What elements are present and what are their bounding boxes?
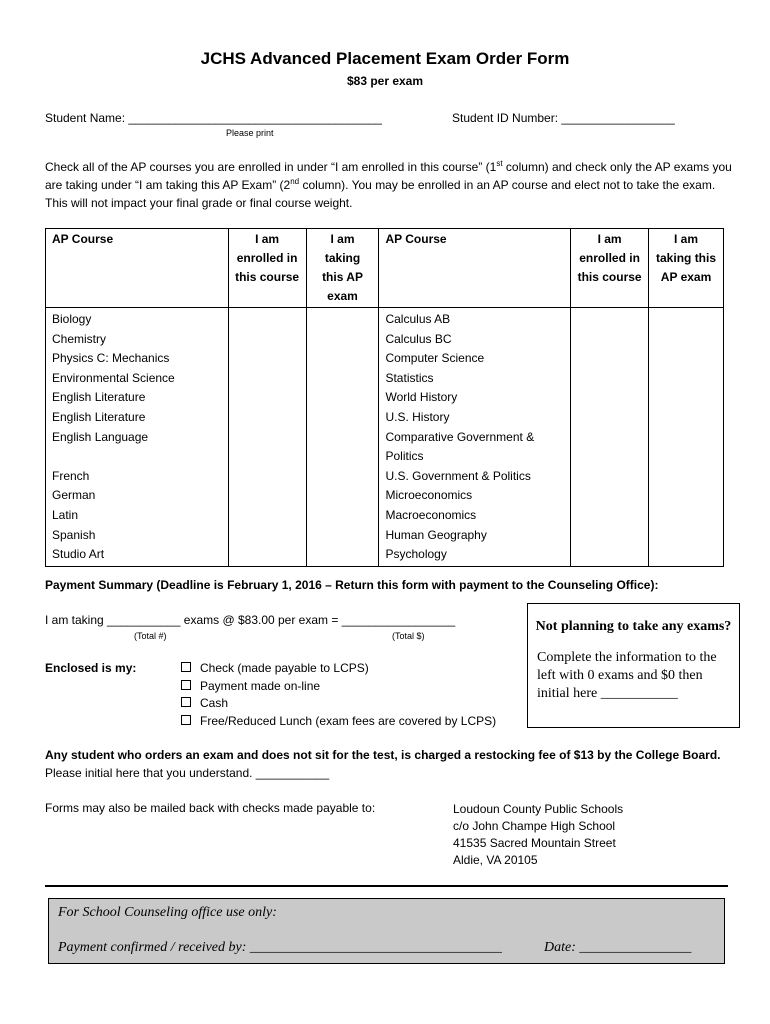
- ap-course-table: [45, 228, 724, 567]
- enrolled-cell-right[interactable]: [571, 545, 649, 566]
- total-count-hint: (Total #): [134, 631, 167, 641]
- student-id-field[interactable]: Student ID Number: _________________: [452, 111, 675, 125]
- table-row: [46, 349, 724, 369]
- section-divider: [45, 885, 728, 887]
- student-name-hint: Please print: [226, 128, 274, 138]
- payment-option-label: Free/Reduced Lunch (exam fees are covered by LCPS): [200, 713, 497, 728]
- enrolled-cell-left[interactable]: [228, 526, 306, 546]
- table-row: [46, 408, 724, 428]
- header-ap-course-right: AP Course: [379, 229, 571, 308]
- not-planning-body[interactable]: Complete the information to the left with 0 exams and $0 then initial here ___________: [537, 650, 717, 701]
- enrolled-cell-right[interactable]: [571, 467, 649, 487]
- address-line: 41535 Sacred Mountain Street: [453, 836, 616, 850]
- not-planning-heading: Not planning to take any exams?: [535, 619, 732, 634]
- enrolled-cell-left[interactable]: [228, 428, 306, 467]
- taking-cell-left[interactable]: [306, 467, 379, 487]
- course-name-left: Spanish: [46, 526, 229, 546]
- course-name-right: U.S. History: [379, 408, 571, 428]
- payment-option-label: Cash: [200, 696, 229, 710]
- course-name-right: Statistics: [379, 369, 571, 389]
- taking-cell-right[interactable]: [649, 526, 724, 546]
- course-name-left: English Literature: [46, 408, 229, 428]
- taking-cell-left[interactable]: [306, 506, 379, 526]
- taking-cell-left[interactable]: [306, 486, 379, 506]
- restocking-initial-field[interactable]: Please initial here that you understand. ___________: [45, 766, 330, 780]
- taking-cell-right[interactable]: [649, 349, 724, 369]
- payment-option-free-reduced[interactable]: [181, 713, 496, 731]
- table-row: [46, 308, 724, 330]
- address-line: Aldie, VA 20105: [453, 853, 538, 867]
- taking-cell-left[interactable]: [306, 526, 379, 546]
- payment-confirmed-field[interactable]: Payment confirmed / received by: ____________________________________: [58, 940, 502, 955]
- address-line: c/o John Champe High School: [453, 819, 616, 833]
- enrolled-cell-right[interactable]: [571, 428, 649, 467]
- taking-cell-left[interactable]: [306, 349, 379, 369]
- table-row: [46, 526, 724, 546]
- instructions-text-1: Check all of the AP courses you are enrolled in under “I am enrolled in this course” (1: [45, 160, 497, 174]
- header-enrolled-right: I am enrolled in this course: [571, 229, 649, 308]
- course-name-right: Human Geography: [379, 526, 571, 546]
- mail-instructions: Forms may also be mailed back with checks made payable to:: [45, 801, 376, 815]
- course-name-left: French: [46, 467, 229, 487]
- enrolled-cell-left[interactable]: [228, 506, 306, 526]
- instructions-sup-1: st: [496, 159, 503, 168]
- checkbox-icon[interactable]: [181, 662, 191, 672]
- not-planning-box: [527, 603, 740, 728]
- course-name-left: Latin: [46, 506, 229, 526]
- enrolled-cell-right[interactable]: [571, 408, 649, 428]
- table-header-row: [46, 229, 724, 308]
- table-row: [46, 330, 724, 350]
- payment-option-label: Check (made payable to LCPS): [200, 661, 369, 675]
- table-row: [46, 428, 724, 467]
- instructions-text-2: column) and check only the AP exams you are taking under “I am taking this AP Exam” (2: [45, 160, 732, 192]
- checkbox-icon[interactable]: [181, 715, 191, 725]
- table-row: [46, 467, 724, 487]
- header-ap-course-left: AP Course: [46, 229, 229, 308]
- course-name-left: Physics C: Mechanics: [46, 349, 229, 369]
- enrolled-cell-left[interactable]: [228, 308, 306, 330]
- address-line: Loudoun County Public Schools: [453, 802, 624, 816]
- table-row: [46, 545, 724, 566]
- office-date-field[interactable]: Date: ________________: [544, 940, 692, 955]
- taking-cell-left[interactable]: [306, 545, 379, 566]
- course-name-right: Psychology: [379, 545, 571, 566]
- header-taking-left: I am taking this AP exam: [306, 229, 379, 308]
- enrolled-cell-right[interactable]: [571, 526, 649, 546]
- course-name-right: Calculus BC: [379, 330, 571, 350]
- course-name-right: Comparative Government & Politics: [379, 428, 571, 467]
- enrolled-cell-right[interactable]: [571, 506, 649, 526]
- table-row: [46, 369, 724, 389]
- exam-count-total-line[interactable]: I am taking ___________ exams @ $83.00 per exam = _________________: [45, 613, 456, 627]
- taking-cell-left[interactable]: [306, 388, 379, 408]
- payment-option-label: Payment made on-line: [200, 678, 321, 693]
- payment-option-check[interactable]: [181, 660, 496, 678]
- course-name-right: U.S. Government & Politics: [379, 467, 571, 487]
- enrolled-cell-right[interactable]: [571, 330, 649, 350]
- course-name-right: Microeconomics: [379, 486, 571, 506]
- course-name-right: World History: [379, 388, 571, 408]
- taking-cell-left[interactable]: [306, 408, 379, 428]
- taking-cell-right[interactable]: [649, 408, 724, 428]
- payment-option-cash[interactable]: [181, 695, 496, 713]
- taking-cell-right[interactable]: [649, 506, 724, 526]
- course-name-left: English Literature: [46, 388, 229, 408]
- course-rows: [46, 308, 724, 567]
- restocking-warning: Any student who orders an exam and does not sit for the test, is charged a restocking fee of $13 by the College Board.: [45, 748, 721, 762]
- enrolled-cell-left[interactable]: [228, 467, 306, 487]
- course-name-left: Studio Art: [46, 545, 229, 566]
- mailing-address: [453, 801, 623, 869]
- taking-cell-right[interactable]: [649, 308, 724, 330]
- course-name-left: Environmental Science: [46, 369, 229, 389]
- course-name-left: German: [46, 486, 229, 506]
- taking-cell-left[interactable]: [306, 428, 379, 467]
- enrolled-cell-left[interactable]: [228, 408, 306, 428]
- student-name-field[interactable]: Student Name: ______________________________________: [45, 111, 382, 125]
- taking-cell-right[interactable]: [649, 486, 724, 506]
- instructions-text-3: column). You may be enrolled in an AP course and elect not to take the exam. This will not impact your final grade or final course weight.: [45, 178, 716, 210]
- taking-cell-right[interactable]: [649, 467, 724, 487]
- checkbox-icon[interactable]: [181, 697, 191, 707]
- enrolled-cell-left[interactable]: [228, 369, 306, 389]
- header-taking-right: I am taking this AP exam: [649, 229, 724, 308]
- course-name-right: Macroeconomics: [379, 506, 571, 526]
- enrolled-cell-right[interactable]: [571, 369, 649, 389]
- payment-method-list: [181, 660, 496, 730]
- table-row: [46, 506, 724, 526]
- enrolled-cell-right[interactable]: [571, 388, 649, 408]
- enrolled-cell-left[interactable]: [228, 349, 306, 369]
- enrolled-cell-left[interactable]: [228, 388, 306, 408]
- instructions-paragraph: [45, 158, 735, 212]
- checkbox-icon[interactable]: [181, 680, 191, 690]
- taking-cell-left[interactable]: [306, 308, 379, 330]
- price-per-exam: $83 per exam: [346, 74, 424, 88]
- total-dollar-hint: (Total $): [392, 631, 425, 641]
- taking-cell-right[interactable]: [649, 369, 724, 389]
- enrolled-cell-left[interactable]: [228, 486, 306, 506]
- course-name-left: English Language: [46, 428, 229, 467]
- course-name-left: Biology: [46, 308, 229, 330]
- table-row: [46, 388, 724, 408]
- office-use-box: [48, 898, 725, 964]
- header-enrolled-left: I am enrolled in this course: [228, 229, 306, 308]
- enrolled-cell-right[interactable]: [571, 349, 649, 369]
- taking-cell-right[interactable]: [649, 388, 724, 408]
- enrolled-cell-right[interactable]: [571, 308, 649, 330]
- payment-option-online[interactable]: [181, 678, 496, 696]
- table-row: [46, 486, 724, 506]
- enrolled-cell-left[interactable]: [228, 545, 306, 566]
- course-name-right: Calculus AB: [379, 308, 571, 330]
- taking-cell-right[interactable]: [649, 428, 724, 467]
- taking-cell-left[interactable]: [306, 369, 379, 389]
- taking-cell-right[interactable]: [649, 545, 724, 566]
- course-name-right: Computer Science: [379, 349, 571, 369]
- payment-summary-heading: Payment Summary (Deadline is February 1, 2016 – Return this form with payment to the Counseling Office):: [45, 578, 659, 592]
- enclosed-label: Enclosed is my:: [45, 661, 137, 675]
- office-use-heading: For School Counseling office use only:: [58, 905, 277, 920]
- form-title: JCHS Advanced Placement Exam Order Form: [200, 49, 570, 68]
- enrolled-cell-left[interactable]: [228, 330, 306, 350]
- taking-cell-left[interactable]: [306, 330, 379, 350]
- enrolled-cell-right[interactable]: [571, 486, 649, 506]
- course-name-left: Chemistry: [46, 330, 229, 350]
- instructions-sup-2: nd: [290, 177, 300, 186]
- taking-cell-right[interactable]: [649, 330, 724, 350]
